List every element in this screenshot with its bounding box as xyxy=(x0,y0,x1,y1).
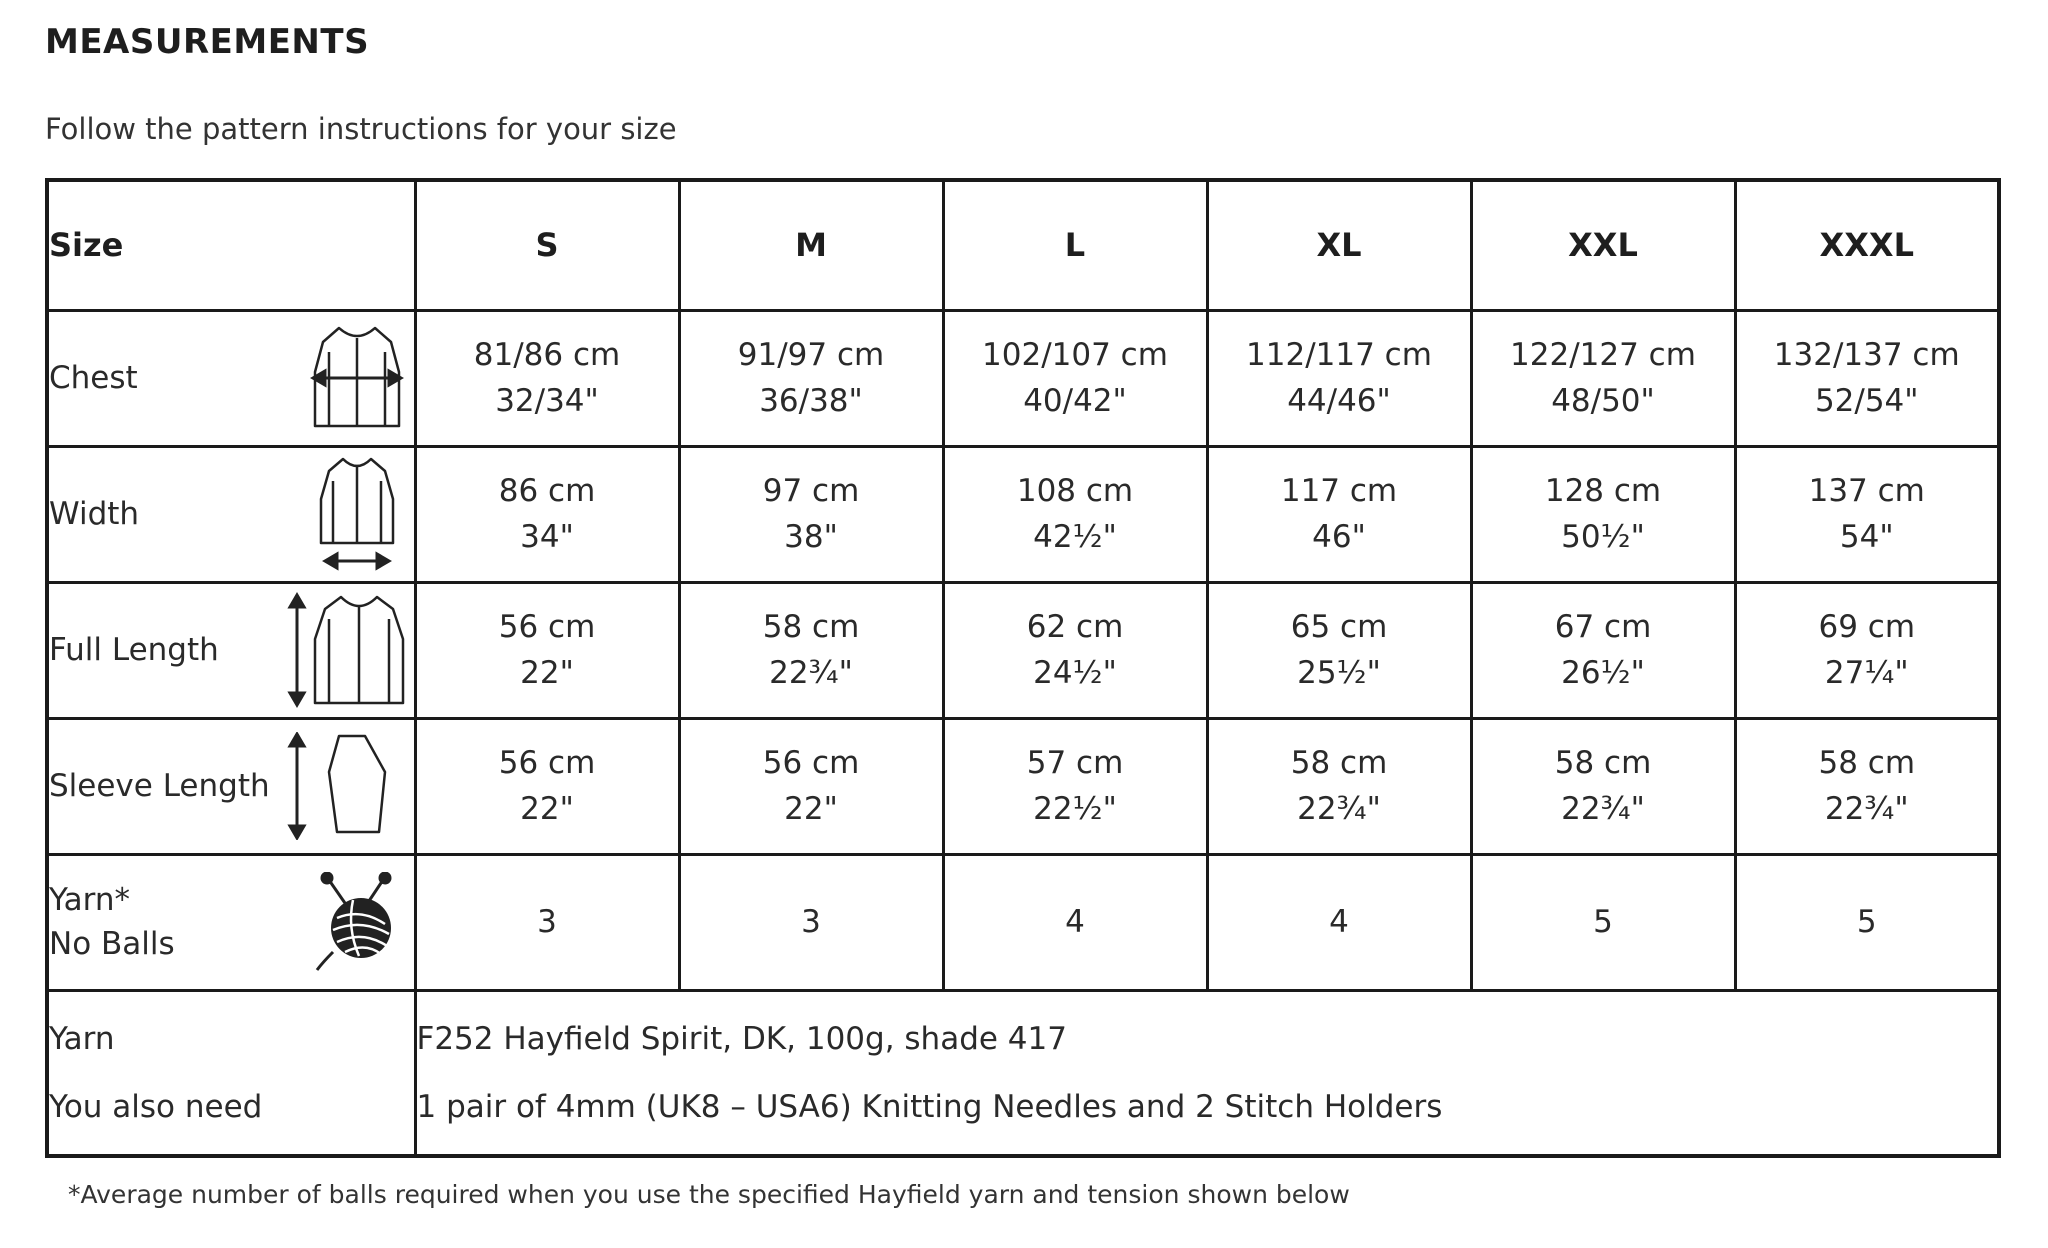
cell-inches: 42½" xyxy=(1033,519,1117,555)
cell-inches: 36/38" xyxy=(759,383,863,419)
table-row-sleeve-length xyxy=(47,718,1999,854)
table-cell xyxy=(1207,582,1471,718)
table-row-no-balls xyxy=(47,854,1999,990)
cell-cm: 97 cm xyxy=(762,473,860,509)
cell-inches: 44/46" xyxy=(1287,383,1391,419)
table-cell: 4 xyxy=(1207,854,1471,990)
cell-inches: 52/54" xyxy=(1814,383,1919,419)
cell-inches: 25½" xyxy=(1297,655,1381,691)
cell-cm: 132/137 cm xyxy=(1773,337,1960,373)
chest-measure-icon xyxy=(309,322,405,434)
table-cell xyxy=(943,310,1207,446)
cell-inches: 54" xyxy=(1839,519,1894,555)
size-header-s: S xyxy=(415,180,679,310)
table-row-chest xyxy=(47,310,1999,446)
table-cell xyxy=(1207,310,1471,446)
table-cell xyxy=(679,582,943,718)
cell-inches: 48/50" xyxy=(1551,383,1655,419)
row-label: Full Length xyxy=(49,632,219,668)
yarn-labels-cell xyxy=(47,990,415,1156)
cell-inches: 22" xyxy=(784,791,838,827)
cell-cm: 56 cm xyxy=(762,745,860,781)
cell-cm: 58 cm xyxy=(1818,745,1916,781)
page-subheading: Follow the pattern instructions for your size xyxy=(45,112,677,146)
cell-inches: 26½" xyxy=(1561,655,1645,691)
row-label-cell xyxy=(47,446,415,582)
row-label: Width xyxy=(49,496,140,532)
also-need-label: You also need xyxy=(49,1088,263,1125)
table-cell xyxy=(943,582,1207,718)
table-row-yarn-details xyxy=(47,990,1999,1156)
also-need-value: 1 pair of 4mm (UK8 – USA6) Knitting Needles and 2 Stitch Holders xyxy=(416,1088,1443,1125)
table-cell xyxy=(1207,718,1471,854)
footnote: *Average number of balls required when you use the specified Hayfield yarn and tension shown below xyxy=(68,1180,1350,1209)
cell-cm: 117 cm xyxy=(1280,473,1398,509)
table-cell: 5 xyxy=(1471,854,1735,990)
row-label-cell xyxy=(47,310,415,446)
cell-inches: 40/42" xyxy=(1023,383,1127,419)
table-row-width xyxy=(47,446,1999,582)
table-cell xyxy=(415,582,679,718)
row-label-yarn: Yarn* xyxy=(49,882,131,918)
table-row-full-length xyxy=(47,582,1999,718)
cell-cm: 91/97 cm xyxy=(737,337,885,373)
yarn-ball-needles-icon xyxy=(313,872,401,972)
table-cell: 3 xyxy=(679,854,943,990)
cell-inches: 22¾" xyxy=(769,655,853,691)
table-cell xyxy=(679,718,943,854)
table-cell xyxy=(415,718,679,854)
size-label: Size xyxy=(47,180,415,310)
row-label: Chest xyxy=(49,360,138,396)
cell-inches: 24½" xyxy=(1033,655,1117,691)
cell-cm: 102/107 cm xyxy=(982,337,1168,373)
cell-cm: 122/127 cm xyxy=(1510,337,1696,373)
table-cell xyxy=(1207,446,1471,582)
cell-cm: 86 cm xyxy=(498,473,596,509)
cell-cm: 112/117 cm xyxy=(1246,337,1432,373)
cell-inches: 22½" xyxy=(1033,791,1117,827)
table-cell: 4 xyxy=(943,854,1207,990)
cell-cm: 108 cm xyxy=(1016,473,1134,509)
table-cell xyxy=(415,446,679,582)
cell-cm: 57 cm xyxy=(1026,745,1124,781)
cell-inches: 22" xyxy=(520,791,574,827)
cell-inches: 27¼" xyxy=(1824,655,1909,691)
row-label-no-balls: No Balls xyxy=(49,926,175,962)
table-cell: 5 xyxy=(1735,854,1999,990)
cell-inches: 50½" xyxy=(1561,519,1645,555)
yarn-label: Yarn xyxy=(49,1020,115,1057)
cell-inches: 32/34" xyxy=(495,383,599,419)
table-cell xyxy=(1471,718,1735,854)
cell-cm: 81/86 cm xyxy=(473,337,621,373)
table-cell xyxy=(943,718,1207,854)
sleeve-length-measure-icon xyxy=(285,732,397,840)
row-label-cell xyxy=(47,582,415,718)
table-cell xyxy=(943,446,1207,582)
table-cell xyxy=(1471,310,1735,446)
cell-cm: 58 cm xyxy=(1554,745,1652,781)
row-label: Sleeve Length xyxy=(49,768,270,804)
row-label-cell xyxy=(47,854,415,990)
cell-cm: 65 cm xyxy=(1290,609,1388,645)
size-header-l: L xyxy=(943,180,1207,310)
table-cell xyxy=(1735,446,1999,582)
table-cell xyxy=(679,310,943,446)
cell-cm: 67 cm xyxy=(1554,609,1652,645)
table-cell xyxy=(1735,718,1999,854)
yarn-value: F252 Hayfield Spirit, DK, 100g, shade 417 xyxy=(416,1020,1067,1057)
size-header-row xyxy=(47,180,1999,310)
table-cell xyxy=(1735,582,1999,718)
cell-cm: 58 cm xyxy=(762,609,860,645)
size-header-xxxl: XXXL xyxy=(1735,180,1999,310)
size-header-xl: XL xyxy=(1207,180,1471,310)
measurements-table xyxy=(45,178,2001,1158)
cell-cm: 69 cm xyxy=(1818,609,1916,645)
cell-cm: 137 cm xyxy=(1808,473,1925,509)
cell-inches: 46" xyxy=(1312,519,1366,555)
cell-cm: 58 cm xyxy=(1290,745,1388,781)
size-header-m: M xyxy=(679,180,943,310)
width-measure-icon xyxy=(315,455,399,573)
cell-inches: 22¾" xyxy=(1297,791,1381,827)
page-heading: MEASUREMENTS xyxy=(45,22,370,62)
table-cell: 3 xyxy=(415,854,679,990)
table-cell xyxy=(1471,582,1735,718)
cell-inches: 22¾" xyxy=(1561,791,1645,827)
cell-inches: 22" xyxy=(520,655,574,691)
cell-inches: 34" xyxy=(520,519,574,555)
yarn-values-cell xyxy=(415,990,1999,1156)
cell-cm: 62 cm xyxy=(1026,609,1124,645)
full-length-measure-icon xyxy=(285,591,409,709)
cell-cm: 56 cm xyxy=(498,609,596,645)
table-cell xyxy=(1735,310,1999,446)
table-cell xyxy=(415,310,679,446)
size-header-xxl: XXL xyxy=(1471,180,1735,310)
cell-cm: 128 cm xyxy=(1544,473,1662,509)
row-label-cell xyxy=(47,718,415,854)
table-cell xyxy=(679,446,943,582)
cell-cm: 56 cm xyxy=(498,745,596,781)
table-cell xyxy=(1471,446,1735,582)
cell-inches: 22¾" xyxy=(1824,791,1909,827)
cell-inches: 38" xyxy=(784,519,838,555)
